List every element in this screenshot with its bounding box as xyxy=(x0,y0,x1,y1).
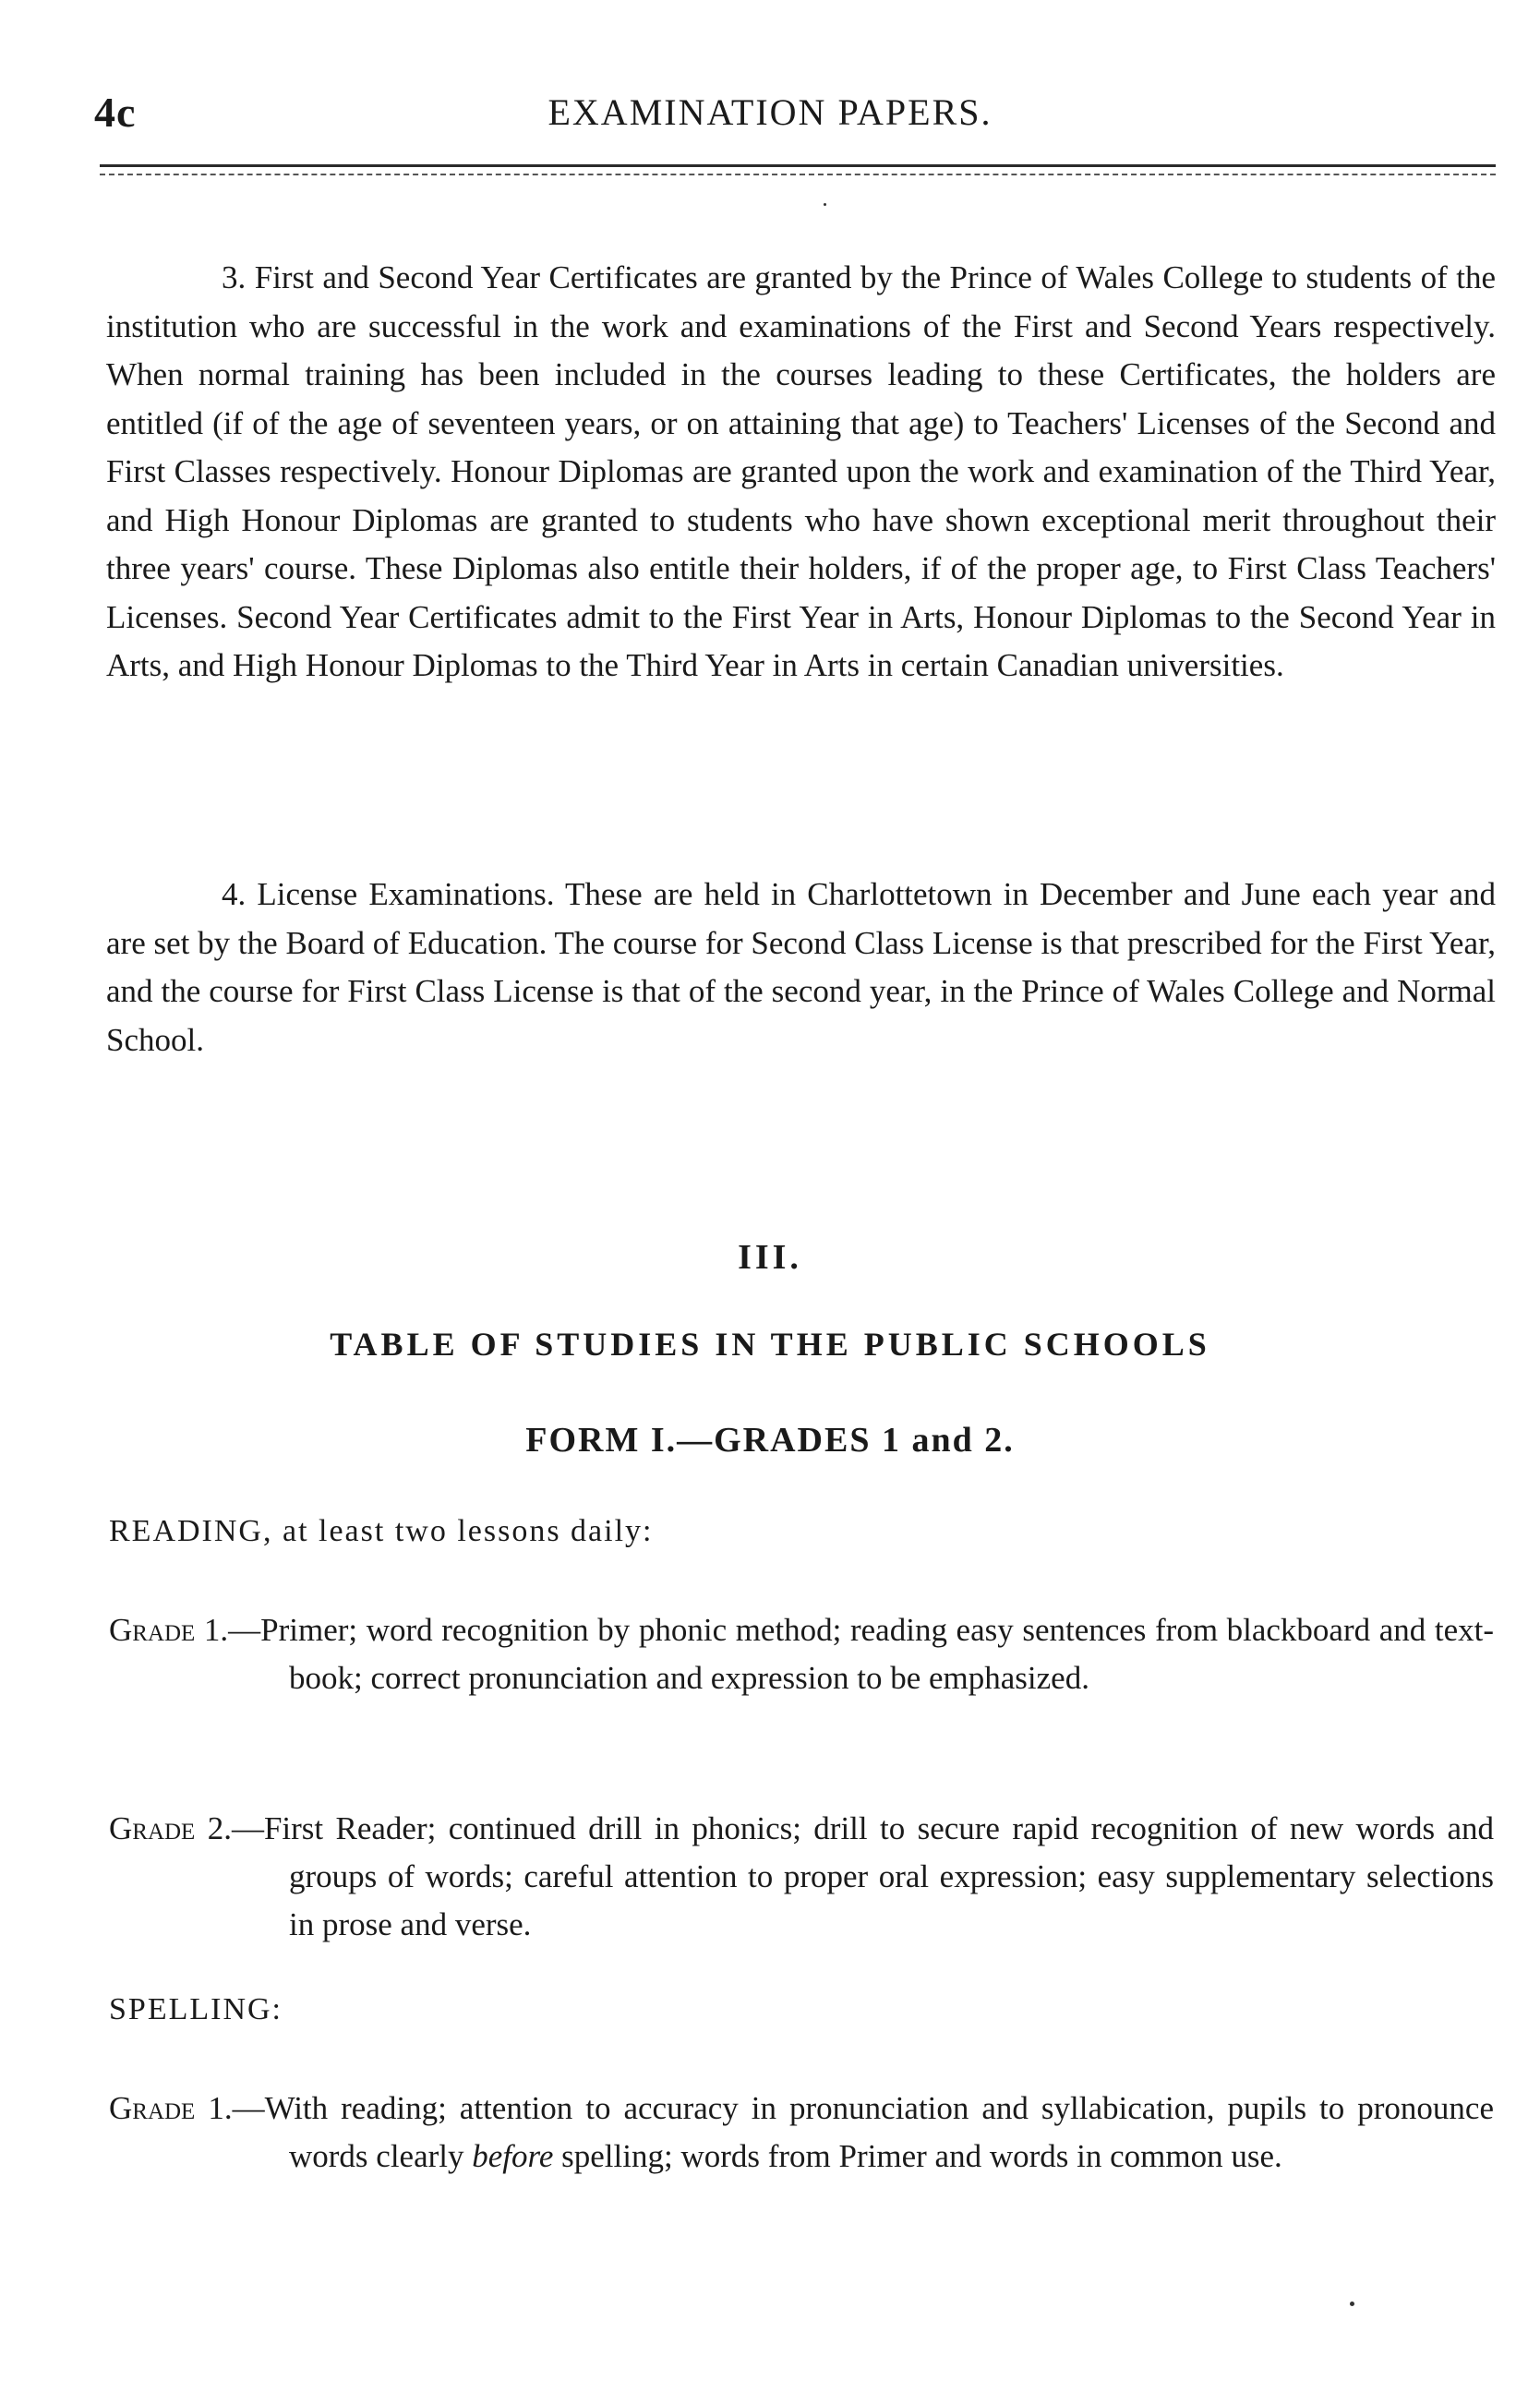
grade-label: Grade 1.— xyxy=(109,1612,261,1648)
grade-text-emphasis: before xyxy=(472,2138,554,2174)
grade-label: Grade 1.— xyxy=(109,2090,265,2126)
grade-text: spelling; words from Primer and words in common use. xyxy=(553,2138,1282,2174)
subject-heading-reading: READING, at least two lessons daily: xyxy=(109,1514,654,1548)
section-numeral: III. xyxy=(738,1238,802,1277)
header-rule-secondary xyxy=(100,174,1496,175)
form-title: FORM I.—GRADES 1 and 2. xyxy=(525,1421,1015,1460)
reading-grade-2 xyxy=(109,1805,1494,1949)
reading-grade-1 xyxy=(109,1606,1494,1702)
print-speck xyxy=(1350,2302,1354,2306)
paragraph-license-examinations: 4. License Examinations. These are held in Charlottetown in December and June each year and are set by the Board of Education. The course for Second Class License is that prescribed for the First Year, and the course for First Class License is that of the second year, in the Prince of Wales College and Normal School. xyxy=(106,876,1496,1058)
running-head: EXAMINATION PAPERS. xyxy=(547,91,993,133)
grade-text: First Reader; continued drill in phonics; drill to secure rapid recognition of new words and groups of words; careful attention to proper oral expression; easy supplementary selections in prose and verse. xyxy=(263,1810,1494,1942)
section-title: TABLE OF STUDIES IN THE PUBLIC SCHOOLS xyxy=(330,1326,1210,1363)
grade-text: Primer; word recognition by phonic method; reading easy sentences from blackboard and text-book; correct pronunciation and expression to be emphasized. xyxy=(260,1612,1494,1696)
grade-text: With reading; attention to accuracy in pronunciation and syllabication, pupils to pronounce words clearly xyxy=(264,2090,1494,2174)
header-rule xyxy=(100,164,1496,167)
print-speck xyxy=(824,203,826,206)
page-number: 4c xyxy=(94,89,137,136)
spelling-grade-1 xyxy=(109,2085,1494,2181)
grade-label: Grade 2.— xyxy=(109,1810,264,1846)
paragraph-certificates: 3. First and Second Year Certificates are granted by the Prince of Wales College to students of the institution who are successful in the work and examinations of the First and Second Years respectively. When normal training has been included in the courses leading to these Certificates, the holders are entitled (if of the age of seventeen years, or on attaining that age) to Teachers' Licenses of the Second and First Classes respectively. Honour Diplomas are granted upon the work and examination of the Third Year, and High Honour Diplomas are granted to students who have shown exceptional merit throughout their three years' course. These Diplomas also entitle their holders, if of the proper age, to First Class Teachers' Licenses. Second Year Certificates admit to the First Year in Arts, Honour Diplomas to the Second Year in Arts, and High Honour Diplomas to the Third Year in Arts in certain Canadian universities. xyxy=(106,259,1496,683)
subject-heading-spelling: SPELLING: xyxy=(109,1992,283,2026)
